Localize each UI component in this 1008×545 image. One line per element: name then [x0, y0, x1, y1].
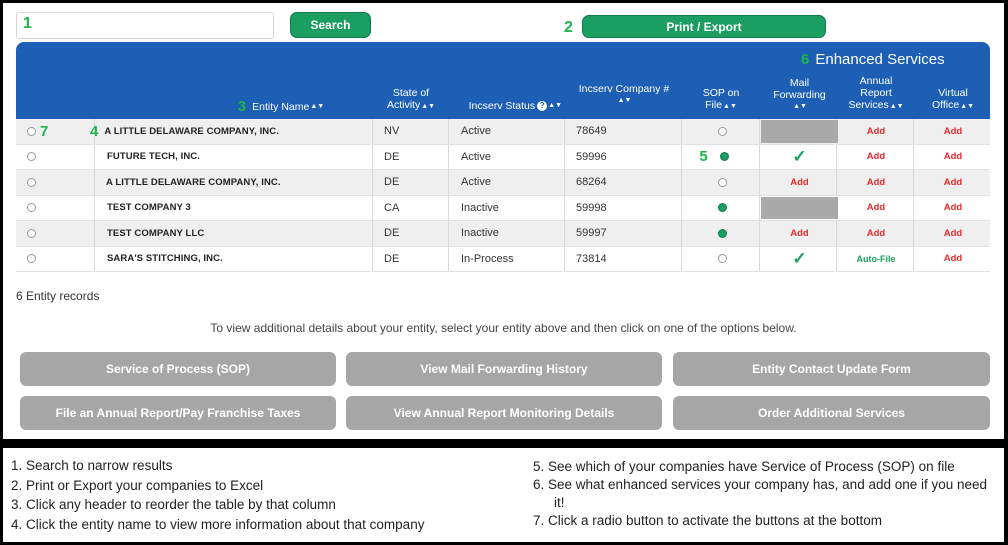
legend-panel — [3, 448, 1004, 542]
column-divider — [448, 247, 449, 272]
entity-name-link[interactable]: SARA'S STITCHING, INC. — [107, 253, 223, 265]
callout-6: 6 — [801, 51, 810, 68]
callout-1: 1 — [23, 15, 32, 32]
enhanced-services-title — [801, 51, 945, 68]
column-divider — [372, 119, 373, 144]
annual-report-service-link[interactable]: Add — [866, 151, 886, 163]
header-virtual-office[interactable] — [916, 87, 990, 113]
header-company-number-label: Incserv Company # — [578, 83, 670, 95]
header-state[interactable] — [374, 87, 448, 113]
sort-icon: ▲▼ — [793, 103, 807, 110]
status-cell: Active — [461, 125, 491, 138]
row-radio[interactable] — [27, 152, 36, 161]
header-virtual-line1: Virtual — [938, 87, 968, 99]
annual-report-service-link[interactable]: Add — [866, 176, 886, 188]
company-number-cell: 73814 — [576, 252, 607, 265]
header-virtual-line2: Office — [931, 99, 960, 111]
column-divider — [564, 221, 565, 246]
state-cell: CA — [384, 201, 400, 214]
annual-report-button[interactable]: File an Annual Report/Pay Franchise Taxes — [20, 396, 336, 430]
column-divider — [681, 247, 682, 272]
sop-on-file-indicator — [720, 152, 729, 161]
header-state-line2: Activity — [386, 99, 421, 111]
column-divider — [372, 145, 373, 170]
legend-list-right — [533, 458, 998, 530]
state-cell: DE — [384, 176, 400, 189]
sort-icon: ▲▼ — [548, 102, 562, 109]
state-cell: DE — [384, 150, 400, 163]
header-status[interactable] — [450, 99, 562, 113]
mail-forwarding-unavailable — [761, 197, 838, 220]
legend-item: 4. Click the entity name to view more information about that company — [11, 516, 425, 532]
table-row — [16, 196, 990, 222]
add-virtual-office-link[interactable]: Add — [943, 227, 963, 239]
checkmark-icon: ✓ — [792, 146, 807, 166]
callout-5: 5 — [699, 148, 708, 166]
table-row — [16, 247, 990, 273]
status-cell: In-Process — [461, 252, 514, 265]
callout-7: 7 — [40, 122, 49, 140]
annual-report-service-link[interactable]: Auto-File — [856, 253, 896, 264]
legend-item: 1. Search to narrow results — [11, 458, 173, 473]
column-divider — [94, 247, 95, 272]
search-input[interactable] — [16, 12, 274, 39]
column-divider — [564, 247, 565, 272]
row-radio[interactable] — [27, 229, 36, 238]
legend-item: 2. Print or Export your companies to Excel — [11, 477, 264, 493]
print-export-button[interactable]: Print / Export — [582, 15, 826, 38]
status-cell: Active — [461, 150, 491, 163]
sort-icon: ▲▼ — [421, 103, 436, 110]
state-cell: DE — [384, 252, 400, 265]
column-divider — [564, 145, 565, 170]
column-divider — [94, 196, 95, 221]
table-header — [16, 42, 990, 119]
records-count: 6 Entity records — [16, 289, 100, 303]
column-divider — [94, 145, 95, 170]
search-button[interactable]: Search — [290, 12, 371, 38]
sop-on-file-indicator — [718, 229, 727, 238]
column-divider — [681, 145, 682, 170]
order-services-button[interactable]: Order Additional Services — [673, 396, 990, 430]
entity-name-link[interactable]: TEST COMPANY LLC — [107, 227, 205, 239]
state-cell: DE — [384, 227, 400, 240]
sop-not-on-file-indicator — [718, 254, 727, 263]
column-divider — [372, 221, 373, 246]
column-divider — [681, 119, 682, 144]
annual-report-service-link[interactable]: Add — [866, 125, 886, 137]
sop-not-on-file-indicator — [718, 178, 727, 187]
header-sop-line2: File — [705, 99, 723, 111]
column-divider — [681, 196, 682, 221]
entity-name-link[interactable]: A LITTLE DELAWARE COMPANY, INC. — [106, 176, 281, 188]
main-panel — [3, 3, 1004, 439]
column-divider — [564, 196, 565, 221]
status-cell: Inactive — [461, 227, 499, 240]
instruction-text: To view additional details about your entity, select your entity above and then click on one of the options below. — [210, 321, 797, 335]
status-cell: Inactive — [461, 201, 499, 214]
column-divider — [564, 170, 565, 195]
add-virtual-office-link[interactable]: Add — [943, 253, 963, 265]
header-mail-forwarding[interactable] — [761, 77, 838, 113]
legend-list-left — [11, 456, 424, 534]
mail-forwarding-history-button[interactable]: View Mail Forwarding History — [346, 352, 662, 386]
legend-item: 3. Click any header to reorder the table by that column — [11, 497, 336, 512]
column-divider — [372, 196, 373, 221]
annual-report-service-link[interactable]: Add — [866, 227, 886, 239]
entity-contact-update-button[interactable]: Entity Contact Update Form — [673, 352, 990, 386]
row-radio[interactable] — [27, 203, 36, 212]
checkmark-icon: ✓ — [792, 248, 807, 268]
entity-name-link[interactable]: TEST COMPANY 3 — [107, 202, 191, 214]
add-virtual-office-link[interactable]: Add — [943, 176, 963, 188]
column-divider — [94, 170, 95, 195]
header-company-number[interactable] — [568, 83, 680, 107]
column-divider — [448, 170, 449, 195]
header-entity-name-label: Entity Name — [252, 101, 310, 113]
header-annual-report[interactable] — [838, 75, 914, 113]
mail-forwarding-unavailable — [761, 120, 838, 143]
row-radio[interactable] — [27, 254, 36, 263]
legend-item: 7. Click a radio button to activate the buttons at the bottom — [533, 513, 882, 528]
table-row — [16, 170, 990, 196]
table-row — [16, 145, 990, 171]
sort-icon: ▲▼ — [889, 103, 904, 110]
header-sop[interactable] — [683, 87, 759, 113]
column-divider — [681, 221, 682, 246]
legend-item: 6. See what enhanced services your company has, and add one if you need it! — [533, 477, 988, 510]
sort-icon: ▲▼ — [617, 97, 632, 104]
column-divider — [564, 119, 565, 144]
callout-2: 2 — [564, 19, 573, 36]
add-virtual-office-link[interactable]: Add — [943, 125, 963, 137]
header-annual-line2: Report — [860, 87, 892, 99]
header-sop-line1: SOP on — [702, 87, 740, 99]
header-mail-line1: Mail — [789, 77, 810, 89]
enhanced-services-label: Enhanced Services — [815, 51, 945, 68]
row-radio[interactable] — [27, 127, 36, 136]
sort-icon: ▲▼ — [723, 103, 737, 110]
add-mail-forwarding-link[interactable]: Add — [790, 176, 809, 188]
row-radio[interactable] — [27, 178, 36, 187]
sop-button[interactable]: Service of Process (SOP) — [20, 352, 336, 386]
header-entity-name[interactable] — [176, 100, 386, 114]
column-divider — [681, 170, 682, 195]
column-divider — [448, 196, 449, 221]
column-divider — [94, 221, 95, 246]
help-icon[interactable]: ? — [537, 101, 547, 111]
sop-on-file-indicator — [718, 203, 727, 212]
company-number-cell: 68264 — [576, 176, 607, 189]
table-row — [16, 221, 990, 247]
sort-icon: ▲▼ — [960, 103, 975, 110]
callout-4: 4 — [90, 122, 99, 140]
column-divider — [448, 221, 449, 246]
add-virtual-office-link[interactable]: Add — [943, 202, 963, 214]
legend-item: 5. See which of your companies have Service of Process (SOP) on file — [533, 459, 955, 474]
add-mail-forwarding-link[interactable]: Add — [790, 227, 809, 239]
company-number-cell: 59998 — [576, 201, 607, 214]
company-number-cell: 59997 — [576, 227, 607, 240]
column-divider — [372, 170, 373, 195]
entity-table-body — [16, 119, 990, 272]
state-cell: NV — [384, 125, 400, 138]
column-divider — [448, 145, 449, 170]
header-state-line1: State of — [392, 87, 430, 99]
sort-icon: ▲▼ — [310, 103, 325, 110]
entity-name-link[interactable]: FUTURE TECH, INC. — [107, 151, 201, 163]
table-row — [16, 119, 990, 145]
status-cell: Active — [461, 176, 491, 189]
company-number-cell: 78649 — [576, 125, 607, 138]
column-divider — [372, 247, 373, 272]
annual-report-monitoring-button[interactable]: View Annual Report Monitoring Details — [346, 396, 662, 430]
add-virtual-office-link[interactable]: Add — [943, 151, 963, 163]
header-status-label: Incserv Status — [468, 100, 536, 112]
callout-3: 3 — [237, 98, 247, 115]
header-annual-line3: Services — [848, 99, 889, 111]
annual-report-service-link[interactable]: Add — [866, 202, 886, 214]
sop-not-on-file-indicator — [718, 127, 727, 136]
column-divider — [448, 119, 449, 144]
company-number-cell: 59996 — [576, 150, 607, 163]
entity-name-link[interactable]: A LITTLE DELAWARE COMPANY, INC. — [104, 125, 279, 137]
header-mail-line2: Forwarding — [773, 89, 826, 101]
header-annual-line1: Annual — [859, 75, 893, 87]
